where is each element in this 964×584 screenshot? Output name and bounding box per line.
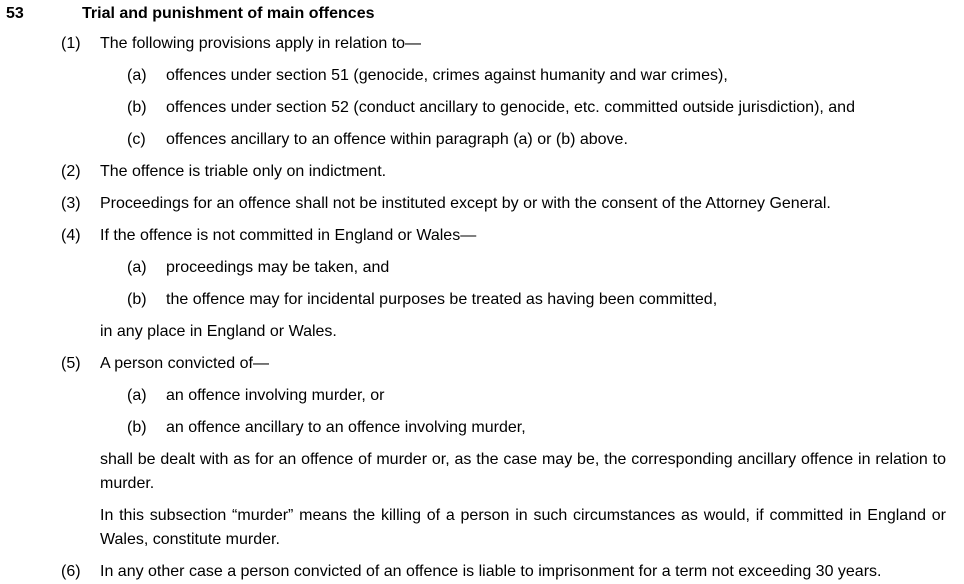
subsection-number: (1) [61,35,81,52]
paragraph-text: offences under section 52 (conduct ancillary to genocide, etc. committed outside jurisdiction), and [166,99,855,116]
paragraph-text: proceedings may be taken, and [166,259,390,276]
paragraph-number: (b) [127,419,147,436]
subsection-text: If the offence is not committed in England or Wales— [100,227,477,244]
subsection-text: A person convicted of— [100,355,269,372]
paragraph-text: an offence involving murder, or [166,387,385,404]
paragraph-text: the offence may for incidental purposes be treated as having been committed, [166,291,718,308]
subsection-number: (2) [61,163,81,180]
subsection-tail-text: in any place in England or Wales. [100,323,337,340]
paragraph-number: (a) [127,387,147,404]
subsection-number: (5) [61,355,81,372]
subsection-number: (4) [61,227,81,244]
paragraph-number: (c) [127,131,146,148]
paragraph-text: an offence ancillary to an offence involving murder, [166,419,526,436]
definition-text: In this subsection “murder” means the killing of a person in such circumstances as would, if committed in England or Wales, constitute murder. [100,507,946,548]
paragraph-text: offences under section 51 (genocide, crimes against humanity and war crimes), [166,67,728,84]
subsection-text: In any other case a person convicted of an offence is liable to imprisonment for a term not exceeding 30 years. [100,563,882,580]
paragraph-number: (b) [127,291,147,308]
subsection-tail-text: shall be dealt with as for an offence of murder or, as the case may be, the corresponding ancillary offence in relation to murder. [100,451,946,492]
paragraph-number: (a) [127,259,147,276]
subsection-number: (3) [61,195,81,212]
subsection-text: The offence is triable only on indictment. [100,163,387,180]
subsection-text: The following provisions apply in relation to— [100,35,422,52]
subsection-text: Proceedings for an offence shall not be instituted except by or with the consent of the Attorney General. [100,195,831,212]
paragraph-number: (b) [127,99,147,116]
paragraph-text: offences ancillary to an offence within paragraph (a) or (b) above. [166,131,628,148]
section-number: 53 [6,5,24,22]
section-title: Trial and punishment of main offences [82,5,375,22]
paragraph-number: (a) [127,67,147,84]
subsection-number: (6) [61,563,81,580]
